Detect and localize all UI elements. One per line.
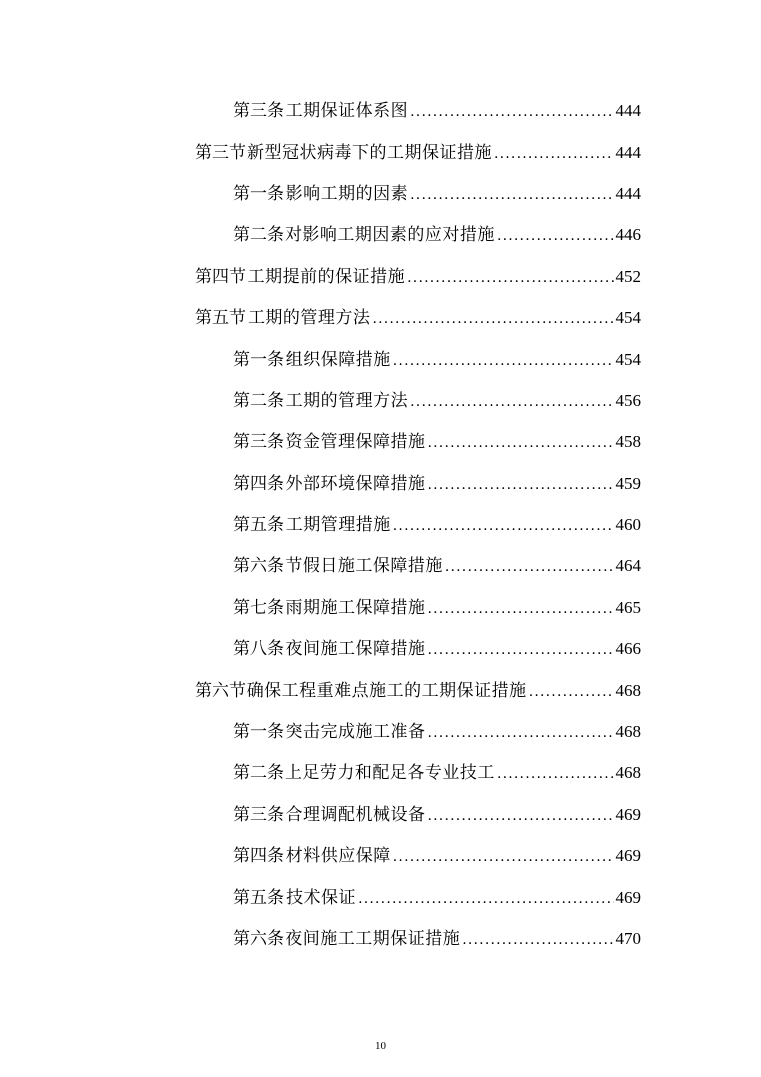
toc-entry-page: 468 <box>615 763 641 783</box>
toc-leader-dots <box>497 767 614 781</box>
toc-entry-page: 456 <box>615 390 641 410</box>
table-of-contents <box>0 88 761 957</box>
toc-entry-page: 460 <box>615 515 641 535</box>
toc-entry[interactable] <box>0 336 761 377</box>
toc-entry-number: 第六节 <box>195 680 246 701</box>
toc-entry-page: 470 <box>615 929 641 948</box>
toc-entry-title: 工期保证体系图 <box>285 101 409 122</box>
toc-entry-title: 材料供应保障 <box>285 846 391 867</box>
toc-entry[interactable] <box>0 129 761 170</box>
toc-entry-page: 469 <box>615 887 641 907</box>
toc-leader-dots <box>497 229 614 243</box>
toc-entry-title: 突击完成施工准备 <box>285 722 426 743</box>
toc-entry[interactable] <box>0 88 761 129</box>
toc-entry-number: 第六条 <box>233 556 284 577</box>
toc-entry-number: 第四条 <box>233 846 284 867</box>
toc-entry-page: 458 <box>615 432 641 452</box>
toc-leader-dots <box>407 271 613 285</box>
toc-entry-title: 对影响工期因素的应对措施 <box>284 225 495 246</box>
toc-leader-dots <box>428 478 614 492</box>
toc-entry-page: 468 <box>615 680 641 700</box>
toc-entry[interactable] <box>0 833 761 874</box>
toc-entry-title: 工期的管理方法 <box>285 390 409 411</box>
toc-entry-page: 468 <box>615 722 641 742</box>
toc-entry-page: 452 <box>615 266 641 286</box>
toc-entry[interactable] <box>0 171 761 212</box>
toc-leader-dots <box>494 147 614 161</box>
toc-entry[interactable] <box>0 874 761 915</box>
toc-entry-title: 组织保障措施 <box>285 349 391 370</box>
toc-leader-dots <box>428 809 614 823</box>
toc-entry-title: 资金管理保障措施 <box>285 432 426 453</box>
toc-leader-dots <box>428 726 614 740</box>
toc-entry-title: 合理调配机械设备 <box>285 804 426 825</box>
toc-entry-number: 第三条 <box>233 804 284 825</box>
toc-entry-title: 外部环境保障措施 <box>285 473 426 494</box>
toc-entry-title: 夜间施工工期保证措施 <box>285 929 461 949</box>
toc-entry-page: 459 <box>615 473 641 493</box>
toc-entry-page: 446 <box>615 225 641 245</box>
toc-entry-number: 第三条 <box>233 101 284 122</box>
toc-entry-page: 444 <box>615 183 641 203</box>
toc-entry-title: 节假日施工保障措施 <box>285 556 443 577</box>
toc-entry[interactable] <box>0 585 761 626</box>
toc-entry[interactable] <box>0 916 761 957</box>
toc-entry-title: 工期管理措施 <box>285 515 391 536</box>
toc-entry-title: 技术保证 <box>286 887 357 908</box>
toc-entry-number: 第二条 <box>233 225 284 246</box>
toc-entry[interactable] <box>0 750 761 791</box>
toc-leader-dots <box>529 685 614 699</box>
toc-leader-dots <box>445 560 614 574</box>
toc-entry[interactable] <box>0 254 761 295</box>
toc-entry-number: 第一条 <box>233 349 284 370</box>
toc-entry-page: 444 <box>615 142 641 162</box>
toc-entry[interactable] <box>0 502 761 543</box>
toc-entry-number: 第三节 <box>195 142 246 163</box>
toc-entry-page: 454 <box>615 308 641 328</box>
toc-entry[interactable] <box>0 667 761 708</box>
toc-entry-number: 第四节 <box>195 266 246 287</box>
toc-entry[interactable] <box>0 378 761 419</box>
toc-entry[interactable] <box>0 212 761 253</box>
toc-leader-dots <box>393 354 614 368</box>
toc-entry-page: 469 <box>615 804 641 824</box>
toc-leader-dots <box>428 436 614 450</box>
toc-entry-title: 影响工期的因素 <box>285 183 409 204</box>
toc-entry-number: 第二条 <box>233 763 284 784</box>
toc-entry-number: 第八条 <box>233 639 284 660</box>
toc-entry-title: 工期的管理方法 <box>247 308 371 329</box>
toc-entry-number: 第五条 <box>233 887 284 908</box>
toc-entry[interactable] <box>0 295 761 336</box>
toc-leader-dots <box>372 312 613 326</box>
toc-entry-page: 469 <box>615 846 641 866</box>
toc-entry-page: 444 <box>615 101 641 121</box>
page-number: 10 <box>375 1040 386 1052</box>
toc-entry-title: 确保工程重难点施工的工期保证措施 <box>246 680 527 701</box>
toc-leader-dots <box>410 105 613 119</box>
toc-entry-title: 工期提前的保证措施 <box>247 266 406 287</box>
toc-entry-page: 454 <box>615 349 641 369</box>
toc-entry-number: 第七条 <box>233 597 284 618</box>
toc-entry[interactable] <box>0 461 761 502</box>
toc-entry-number: 第六条 <box>233 929 284 949</box>
toc-entry-number: 第一条 <box>233 183 284 204</box>
toc-entry-number: 第四条 <box>233 473 284 494</box>
toc-entry-number: 第二条 <box>233 390 284 411</box>
toc-entry[interactable] <box>0 543 761 584</box>
toc-entry[interactable] <box>0 419 761 460</box>
toc-leader-dots <box>393 519 614 533</box>
toc-leader-dots <box>428 602 614 616</box>
toc-entry-title: 雨期施工保障措施 <box>285 597 426 618</box>
toc-leader-dots <box>358 892 613 906</box>
toc-leader-dots <box>462 933 613 947</box>
toc-leader-dots <box>410 188 613 202</box>
toc-entry-number: 第三条 <box>233 432 284 453</box>
toc-entry[interactable] <box>0 792 761 833</box>
toc-entry-number: 第五条 <box>233 515 284 536</box>
toc-entry-page: 465 <box>615 597 641 617</box>
toc-leader-dots <box>410 395 613 409</box>
toc-entry-number: 第一条 <box>233 722 284 743</box>
toc-entry[interactable] <box>0 626 761 667</box>
toc-entry-title: 夜间施工保障措施 <box>285 639 426 660</box>
toc-entry-page: 466 <box>615 639 641 659</box>
toc-entry-number: 第五节 <box>195 308 246 329</box>
toc-entry[interactable] <box>0 709 761 750</box>
toc-leader-dots <box>393 850 614 864</box>
toc-entry-page: 464 <box>615 556 641 576</box>
toc-entry-title: 新型冠状病毒下的工期保证措施 <box>246 142 492 163</box>
toc-entry-title: 上足劳力和配足各专业技工 <box>284 763 495 784</box>
toc-leader-dots <box>428 643 614 657</box>
